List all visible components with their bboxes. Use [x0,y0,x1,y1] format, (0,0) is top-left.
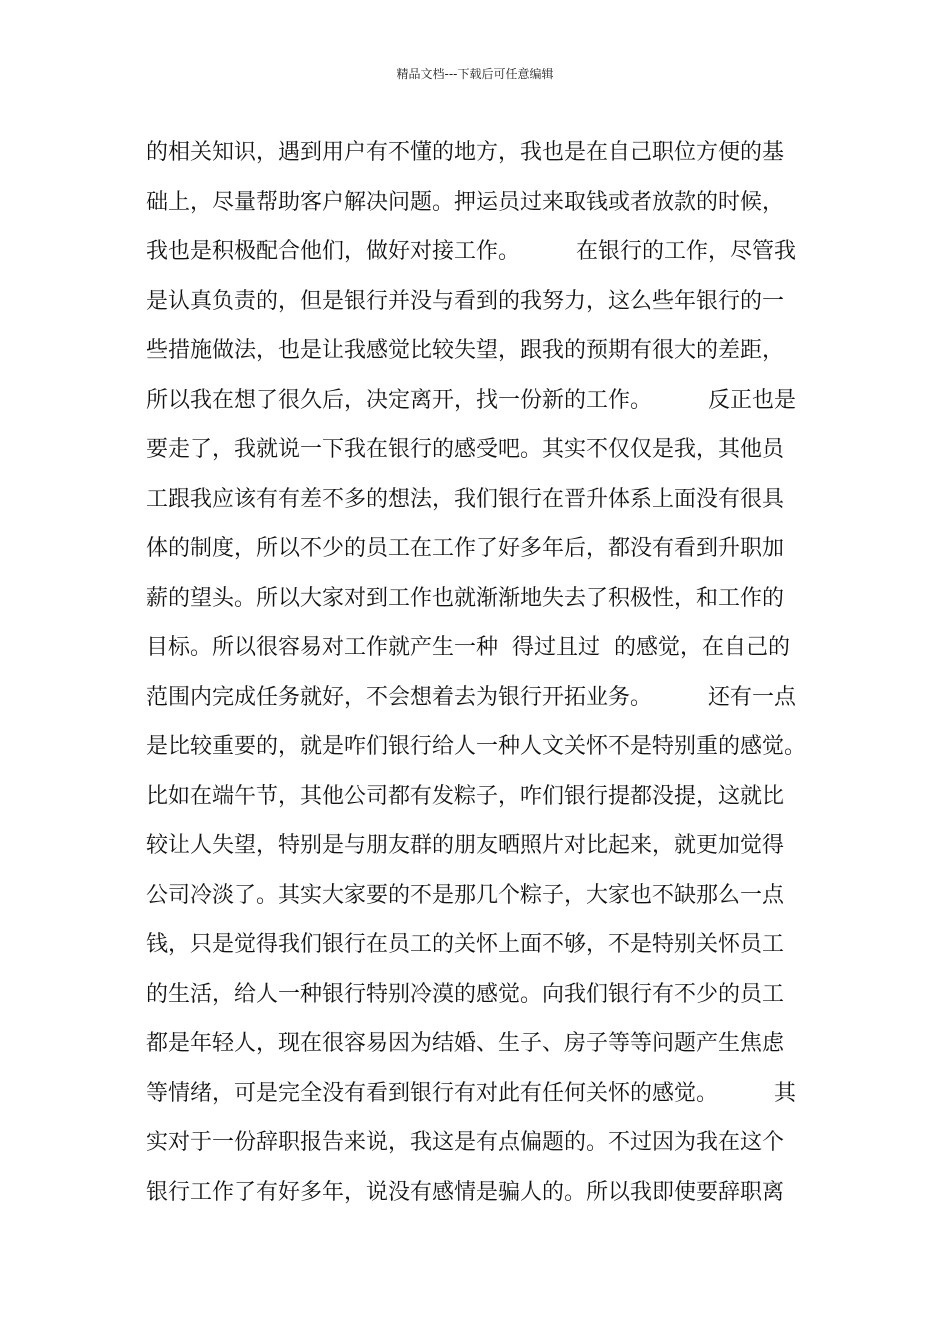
body-line-8: 工跟我应该有有差不多的想法，我们银行在晋升体系上面没有很具 [146,486,785,512]
body-line-22: 银行工作了有好多年，说没有感情是骗人的。所以我即使要辞职离 [146,1179,785,1205]
document-body [146,128,816,1217]
body-line-11: 目标。所以很容易对工作就产生一种 得过且过 的感觉，在自己的 [146,635,790,660]
body-line-5: 些措施做法，也是让我感觉比较失望，跟我的预期有很大的差距， [146,338,785,363]
body-line-1: 的相关知识，遇到用户有不懂的地方，我也是在自己职位方便的基 [146,140,785,165]
body-line-17: 钱，只是觉得我们银行在员工的关怀上面不够，不是特别关怀员工 [146,932,785,957]
page-header: 精品文档---下载后可任意编辑 [396,67,554,81]
body-line-6: 所以我在想了很久后，决定离开，找一份新的工作。 反正也是 [146,387,796,413]
body-line-21: 实对于一份辞职报告来说，我这是有点偏题的。不过因为我在这个 [146,1130,785,1155]
body-line-10: 薪的望头。所以大家对到工作也就渐渐地失去了积极性，和工作的 [146,585,785,611]
body-line-15: 较让人失望，特别是与朋友群的朋友晒照片对比起来，就更加觉得 [146,833,785,858]
body-line-16: 公司冷淡了。其实大家要的不是那几个粽子，大家也不缺那么一点 [146,882,785,908]
body-line-18: 的生活，给人一种银行特别冷漠的感觉。向我们银行有不少的员工 [146,981,785,1007]
body-line-4: 是认真负责的，但是银行并没与看到的我努力，这么些年银行的一 [146,288,785,314]
body-line-7: 要走了，我就说一下我在银行的感受吧。其实不仅仅是我，其他员 [146,437,785,462]
body-line-14: 比如在端午节，其他公司都有发粽子，咋们银行提都没提，这就比 [146,783,785,809]
body-line-19: 都是年轻人，现在很容易因为结婚、生子、房子等等问题产生焦虑 [146,1031,785,1056]
body-line-20: 等情绪，可是完全没有看到银行有对此有任何关怀的感觉。 其 [146,1080,796,1106]
body-line-9: 体的制度，所以不少的员工在工作了好多年后，都没有看到升职加 [146,536,785,561]
body-line-2: 础上，尽量帮助客户解决问题。押运员过来取钱或者放款的时候， [146,189,785,215]
body-line-12: 范围内完成任务就好，不会想着去为银行开拓业务。 还有一点 [146,684,796,710]
body-line-13: 是比较重要的，就是咋们银行给人一种人文关怀不是特别重的感觉。 [146,734,807,759]
body-line-3: 我也是积极配合他们，做好对接工作。 在银行的工作，尽管我 [146,239,796,264]
